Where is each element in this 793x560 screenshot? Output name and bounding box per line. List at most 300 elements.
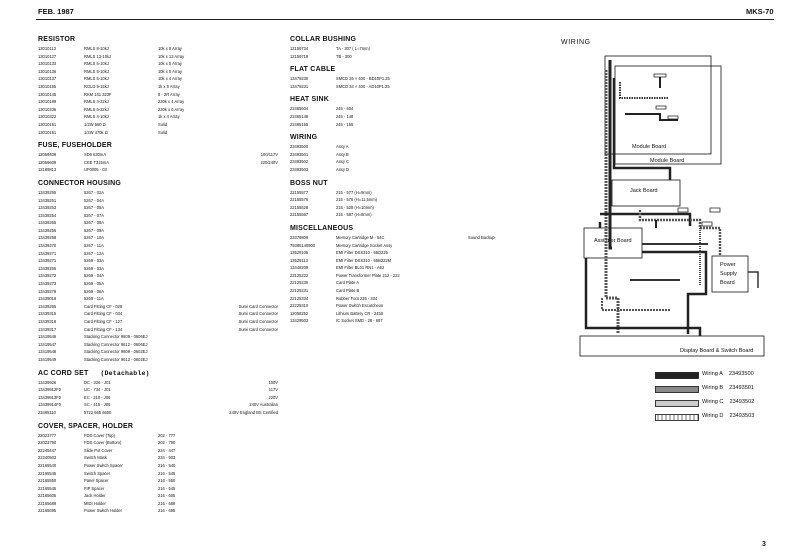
part-description: Card Fitting CF - 034 [84, 311, 123, 317]
section-title-text: FLAT CABLE [290, 66, 336, 74]
part-description: Stacking Connector 9609 - 0602EJ [84, 349, 148, 355]
part-row [290, 151, 520, 159]
part-number: 13010151 [38, 121, 57, 127]
part-number: 13529113 [290, 257, 308, 263]
part-description: CEE T315mA [84, 159, 109, 165]
part-row [290, 302, 520, 310]
legend-swatch-dark [655, 372, 699, 379]
part-description: RMLS 8-10kJ [84, 46, 109, 51]
part-row [38, 394, 278, 402]
part-description: EMI Filter DSS310 - 55B222M [336, 257, 392, 263]
part-number: 12159719 [290, 53, 309, 59]
part-description: Stacking Connector 9612 - 0606EJ [84, 341, 148, 347]
module-board-1-label: Module Board [632, 144, 667, 150]
part-description: RKM 141 323F [84, 91, 112, 97]
part-note: 220/240V [260, 159, 278, 165]
part-row [38, 106, 278, 114]
part-description: 215 - 528 (H=10mm) [336, 204, 374, 210]
part-row [290, 105, 520, 113]
part-number: 22165695 [38, 508, 57, 514]
part-description: 1/2W 470k Ω [84, 129, 108, 135]
part-row [38, 485, 278, 493]
part-number: 79385140800 [290, 242, 316, 248]
part-note: 224 - 447 [158, 447, 176, 453]
part-number: 13010127 [38, 53, 57, 59]
part-row [38, 197, 278, 205]
part-description: FDD Cover (Top) [84, 432, 115, 438]
part-description: Card Fitting CF - 134 [84, 326, 123, 332]
section-title-text: COLLAR BUSHING [290, 36, 357, 43]
module-board-2-label: Module Board [650, 158, 685, 164]
assigner-board-label: Assigner Board [594, 238, 632, 244]
part-note: 1k x 4 Array [158, 114, 180, 120]
part-note: 10k x 8 Array [158, 46, 182, 51]
part-note: 1k x 9 Array [158, 83, 180, 89]
part-row [290, 257, 520, 265]
part-number: 13439254 [38, 212, 57, 218]
part-number: 13439256 [38, 227, 57, 233]
part-description: Card Plate A [336, 280, 359, 286]
part-number: 13439318 [38, 319, 57, 324]
power-supply-label-1: Power [720, 262, 736, 268]
part-description: Memory Cartridge Socket Assy [336, 242, 393, 248]
part-number: 22245447 [38, 447, 57, 453]
part-description: Power Switch Spacer [84, 462, 123, 468]
part-row [290, 45, 520, 53]
part-description: Assy D [336, 166, 349, 172]
part-description: EC - 210 - J06 [84, 394, 111, 400]
part-description: Power Transformer Plate 212 - 222 [336, 272, 400, 278]
legend-code: 23493502 [729, 399, 755, 405]
part-number: 13439265 [38, 303, 57, 309]
part-number: 13010113 [38, 46, 56, 51]
part-description: 246 - 604 [336, 106, 354, 112]
part-description: RGLD 9-15kJ [84, 83, 109, 89]
legend-label: Wiring D [702, 413, 724, 419]
module-board-1 [605, 56, 711, 154]
part-description: Rubber Foot 235 - 334 [336, 295, 378, 301]
part-row [38, 341, 278, 349]
part-note: 216 - 695 [158, 508, 176, 514]
part-description: 5269 - 05A [84, 281, 105, 287]
part-row [38, 500, 278, 508]
part-number: 13439273 [38, 281, 57, 287]
part-row [290, 242, 520, 250]
section-title-fuse [38, 142, 278, 149]
part-note: 216 - 545 [158, 485, 176, 491]
part-row [38, 447, 278, 455]
part-note: 220k x 4 Array [158, 99, 185, 105]
document-model: MKS-70 [746, 7, 774, 16]
part-note: 10k x 5 Array [158, 61, 182, 67]
part-description: RMLS 5-10kJ [84, 61, 109, 67]
part-number: 22165550 [38, 478, 57, 484]
part-note: 220k x 6 Array [158, 106, 185, 112]
part-row [38, 166, 278, 174]
part-description: Card Fitting CF - 127 [84, 319, 123, 324]
part-number: 23493501 [290, 151, 309, 157]
part-number: 13529105 [290, 250, 309, 256]
part-description: Switch Mask [84, 455, 107, 461]
part-description: 5267 - 08A [84, 220, 105, 226]
section-title-text: RESISTOR [38, 36, 76, 43]
part-description: RMLS 5-10kJ [84, 68, 109, 74]
legend-code: 23493503 [729, 413, 755, 419]
part-description: 5267 - 10A [84, 235, 105, 241]
section-title-connector [38, 180, 278, 187]
power-supply-label-3: Board [720, 280, 735, 286]
part-row [38, 386, 278, 394]
part-description: 5267 - 04A [84, 197, 105, 203]
part-row [290, 310, 520, 318]
part-description: FIP Spacer [84, 485, 105, 491]
legend-entry [702, 385, 754, 391]
part-number: 22225310 [290, 303, 309, 309]
part-note: Sumi Card Connector [238, 319, 278, 324]
part-description: 5267 - 12A [84, 250, 105, 256]
part-description: Assy A [336, 144, 349, 150]
part-number: 22125230 [290, 280, 309, 286]
part-row [38, 348, 278, 356]
part-description: 5267 - 05A [84, 205, 105, 211]
part-description: MIDI Holder [84, 500, 106, 506]
part-note: 216 - 689 [158, 500, 176, 506]
part-row [290, 75, 520, 83]
part-note: 100/117V [260, 152, 278, 158]
part-number: 22155567 [290, 212, 309, 218]
part-row [290, 295, 520, 303]
part-description: 215 - 567 (H=8mm) [336, 212, 372, 218]
part-description: 1/2W 560 Ω [84, 121, 106, 127]
part-description: SC - 415 - J06 [84, 402, 111, 408]
part-row [290, 211, 520, 219]
part-row [290, 317, 520, 325]
part-description: Switch Spacer [84, 470, 111, 476]
part-description: UC - 734 - J01 [84, 387, 111, 393]
jack-board-label: Jack Board [630, 188, 658, 194]
section-title-text: AC CORD SET [38, 369, 89, 377]
part-description: EMI Filter DSS310 - 55D225 [336, 250, 388, 256]
part-row [38, 75, 278, 83]
section-title-text: FUSE, FUSEHOLDER [38, 142, 112, 150]
part-number: 23493500 [290, 144, 309, 150]
part-number: 13439926 [38, 379, 57, 385]
display-board-label: Display Board & Switch Board [680, 348, 754, 354]
section-title-text: CONNECTOR HOUSING [38, 179, 121, 187]
part-row [38, 507, 278, 515]
section-title-accord [38, 370, 278, 377]
part-note: 216 - 605 [158, 493, 176, 499]
part-row [290, 234, 520, 242]
part-number: 13439258 [38, 235, 57, 241]
part-row [290, 287, 520, 295]
part-number: 13449209 [290, 265, 309, 271]
section-title-resistor [38, 36, 278, 43]
part-number: 13010137 [38, 76, 57, 82]
part-note: Sumi Card Connector [238, 311, 278, 317]
part-note: Sumi Card Connector [238, 303, 278, 309]
part-row [38, 45, 278, 53]
part-number: 13439279 [38, 288, 57, 294]
part-description: IC Socket SMD - 28 - 687 [336, 318, 383, 324]
header-divider [36, 19, 774, 20]
part-row [38, 242, 278, 250]
part-number: 22165545 [38, 470, 57, 476]
part-row [38, 250, 278, 258]
part-description: Power Switch Escutcheon [336, 303, 384, 309]
part-row [38, 257, 278, 265]
part-row [38, 432, 278, 440]
part-row [38, 189, 278, 197]
part-number: 13010145 [38, 91, 57, 97]
section-subtitle: (Detachable) [100, 369, 150, 377]
part-description: UF0005 - 03 [84, 167, 107, 173]
part-description: RMLS 13-10kJ [84, 53, 112, 59]
part-number: 13419548 [38, 349, 57, 355]
part-description: 5267 - 09A [84, 227, 105, 233]
legend-swatch-dots [655, 400, 699, 407]
section-title-text: HEAT SINK [290, 96, 330, 104]
part-description: Jack Holder [84, 493, 106, 499]
part-note: 220V [268, 394, 278, 400]
part-number: 13010133 [38, 61, 57, 67]
part-description: EMI Filter BL01 RN1 - A62 [336, 265, 385, 271]
part-number: 22165689 [38, 500, 57, 506]
part-row [290, 279, 520, 287]
part-row [38, 234, 278, 242]
part-number: 22165545 [38, 485, 57, 491]
part-row [290, 143, 520, 151]
part-number: 22155577 [290, 189, 309, 195]
part-description: TB - 300 [336, 53, 352, 59]
part-description: Power Switch Holder [84, 508, 122, 514]
part-number: 13010322 [38, 114, 57, 120]
part-number: 22165540 [38, 462, 57, 468]
part-note: 216 - 550 [158, 478, 176, 484]
part-row [38, 91, 278, 99]
part-row [38, 310, 278, 318]
part-description: Card Plate B [336, 288, 360, 294]
part-row [38, 280, 278, 288]
part-description: Assy B [336, 151, 349, 157]
part-description: 5269 - 03A [84, 265, 105, 271]
part-row [290, 83, 520, 91]
part-row [38, 159, 278, 167]
part-number: 13439317 [38, 326, 57, 332]
part-description: Panel Spacer [84, 478, 109, 484]
part-note: 202 - 777 [158, 432, 176, 438]
part-row [38, 204, 278, 212]
legend-swatch-hatch [655, 386, 699, 393]
part-row [38, 219, 278, 227]
part-row [290, 196, 520, 204]
part-row [290, 249, 520, 257]
part-description: SD6 630mA [84, 152, 107, 158]
part-number: 13439271 [38, 250, 57, 256]
legend-entry [702, 413, 754, 419]
section-title-text: COVER, SPACER, HOLDER [38, 422, 134, 430]
part-description: 5267 - 02A [84, 189, 105, 195]
part-note: 216 - 540 [158, 462, 176, 468]
wiring-diagram [560, 48, 780, 368]
part-description: 5269 - 04A [84, 273, 105, 279]
part-number: 13439315 [38, 311, 57, 317]
part-number: 22125334 [290, 295, 309, 301]
legend-entry [702, 399, 754, 405]
part-number: 13439253 [38, 205, 57, 211]
part-description: TA - 307 ( L=7mm) [336, 46, 370, 51]
part-number: 23493503 [290, 166, 309, 172]
wiring-title: WIRING [561, 39, 591, 46]
part-row [38, 401, 278, 409]
part-number: 22165605 [38, 493, 57, 499]
part-description: Lithium Battery CR - 2450 [336, 310, 384, 316]
part-number: 13439251 [38, 197, 57, 203]
part-description: Card Fitting CF - 028 [84, 303, 123, 309]
part-note: Sumi Card Connector [238, 326, 278, 332]
part-note: 202 - 790 [158, 440, 176, 446]
part-number: 22465148 [290, 113, 309, 119]
part-number: 13439018 [38, 296, 57, 302]
part-row [38, 492, 278, 500]
part-row [290, 53, 520, 61]
part-row [290, 113, 520, 121]
part-description: Stacking Connector 9609 - 0606EJ [84, 334, 148, 340]
part-number: 13439271 [38, 258, 57, 264]
section-title-cover [38, 423, 278, 430]
part-number: 23465110 [38, 409, 56, 415]
part-row [38, 212, 278, 220]
part-number: 12159734 [290, 46, 309, 51]
part-number: 12059409 [38, 152, 57, 158]
section-title-text: BOSS NUT [290, 179, 328, 187]
section-title-heatsink [290, 96, 520, 103]
part-description: SMCD 34 × 400 - AD10P1.25 [336, 83, 390, 89]
part-row [38, 68, 278, 76]
part-number: 13419547 [38, 341, 57, 347]
part-number: 22465604 [290, 106, 309, 112]
legend-entry [702, 371, 754, 377]
part-row [38, 53, 278, 61]
power-supply-label-2: Supply [720, 271, 737, 277]
part-row [38, 409, 278, 417]
page-number: 3 [762, 541, 766, 548]
part-number: 22155576 [290, 197, 309, 203]
part-note: 240V England BS Certified [229, 409, 278, 415]
legend-swatch-lines [655, 414, 699, 421]
part-description: FDD Cover (Bottom) [84, 440, 122, 446]
parts-column-middle [290, 30, 520, 325]
part-number: 13439270 [38, 243, 57, 249]
part-row [38, 265, 278, 273]
part-number: 12059609 [38, 159, 57, 165]
part-row [38, 227, 278, 235]
part-row [38, 60, 278, 68]
part-number: 13010136 [38, 68, 57, 74]
part-number: 22155528 [290, 204, 309, 210]
part-description: RMLS 4-22kJ [84, 99, 109, 105]
part-description: RMLS 6-22kJ [84, 106, 109, 112]
document-date: FEB. 1987 [38, 7, 74, 16]
part-description: 215 - 576 (H=11.5mm) [336, 197, 377, 203]
part-note: Solid [158, 129, 168, 135]
part-number: 22465155 [290, 121, 309, 127]
part-row [38, 121, 278, 129]
part-description: 246 - 155 [336, 121, 354, 127]
part-number: 22023790 [38, 440, 57, 446]
part-row [38, 295, 278, 303]
section-title-text: MISCELLANEOUS [290, 224, 354, 232]
part-row [38, 83, 278, 91]
part-description: Slide Pot Cover [84, 447, 113, 453]
part-number: 23379809 [290, 234, 309, 240]
part-number: 13429503 [290, 318, 309, 324]
part-number: 22340503 [38, 455, 57, 461]
part-number: 13439272 [38, 273, 57, 279]
part-description: 5722 665 6600 [84, 409, 112, 415]
part-number: 13419549 [38, 356, 57, 362]
part-note: Solid [158, 121, 168, 127]
part-row [38, 272, 278, 280]
part-row [290, 189, 520, 197]
part-note: Sound Backup [468, 234, 495, 240]
part-row [38, 151, 278, 159]
legend-label: Wiring A [702, 371, 723, 377]
part-note: 216 - 545 [158, 470, 176, 476]
part-number: 13479231 [290, 83, 309, 89]
part-row [38, 318, 278, 326]
part-number: 22125231 [290, 288, 309, 294]
part-number: 23493502 [290, 159, 309, 165]
part-description: 5269 - 03A [84, 258, 105, 264]
part-row [290, 272, 520, 280]
section-title-wiring_parts [290, 134, 520, 141]
part-number: 13419546 [38, 334, 57, 340]
part-description: 246 - 148 [336, 113, 354, 119]
part-note: 240V Australian [249, 402, 278, 408]
part-note: 10k x 4 Array [158, 76, 182, 82]
part-description: 5269 - 06A [84, 288, 105, 294]
part-row [290, 204, 520, 212]
part-number: 13010336 [38, 106, 57, 112]
part-note: 100V [268, 379, 278, 385]
legend-code: 23493500 [728, 371, 754, 377]
part-row [38, 379, 278, 387]
section-title-text: WIRING [290, 134, 318, 142]
part-row [38, 303, 278, 311]
part-description: 5267 - 11A [84, 243, 104, 249]
section-title-collar [290, 36, 520, 43]
section-title-misc [290, 225, 520, 232]
legend-label: Wiring B [702, 385, 724, 391]
part-description: RMLS 4-10kJ [84, 114, 109, 120]
part-note: 10k x 5 Array [158, 68, 182, 74]
part-row [38, 356, 278, 364]
part-number: 13010189 [38, 99, 57, 105]
part-row [290, 158, 520, 166]
part-number: 13010151 [38, 129, 57, 135]
part-description: 215 - 577 (H=9mm) [336, 189, 372, 195]
part-description: Memory Cartridge M - 64C [336, 234, 385, 240]
part-note: 8 - 2R Array [158, 91, 180, 97]
section-title-boss [290, 180, 520, 187]
part-row [290, 166, 520, 174]
part-note: 10k x 13 Array [158, 53, 185, 59]
part-number: 12189813 [38, 167, 57, 173]
part-number: 13439255 [38, 220, 57, 226]
part-note: 234 - 503 [158, 455, 176, 461]
part-number: 13439255 [38, 189, 57, 195]
